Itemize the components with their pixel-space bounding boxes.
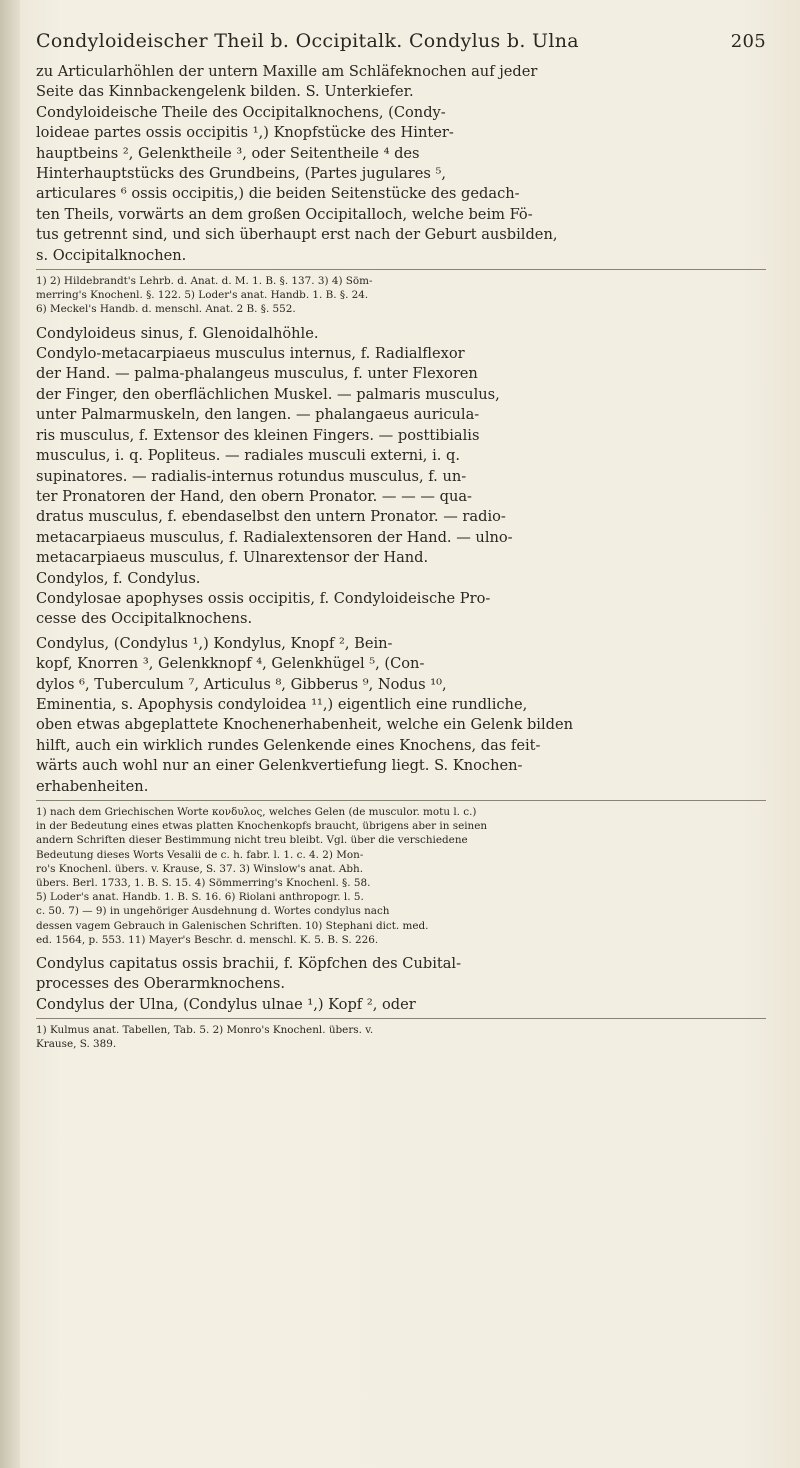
footnote-line: andern Schriften dieser Bestimmung nicht treu bleibt. Vgl. über die verschiedene — [36, 834, 468, 847]
text-line: zu Articularhöhlen der untern Maxille am Schläfeknochen auf jeder — [36, 63, 538, 80]
footnote-line: c. 50. 7) — 9) in ungehöriger Ausdehnung d. Wortes condylus nach — [36, 905, 390, 918]
running-title: Condyloideischer Theil b. Occipitalk. Condylus b. Ulna — [36, 30, 579, 52]
text-line: loideae partes ossis occipitis ¹,) Knopfstücke des Hinter- — [36, 124, 454, 142]
text-line: metacarpiaeus musculus, f. Radialextensoren der Hand. — ulno- — [36, 528, 513, 546]
entry-condylus — [36, 634, 766, 947]
footnote-line: in der Bedeutung eines etwas platten Knochenkopfs braucht, übrigens aber in seinen — [36, 820, 488, 833]
text-line: articulares ⁶ ossis occipitis,) die beiden Seitenstücke des gedach- — [36, 185, 520, 203]
footnote-line: 6) Meckel's Handb. d. menschl. Anat. 2 B. §. 552. — [36, 303, 296, 316]
text-line: der Finger, den oberflächlichen Muskel. — palmaris musculus, — [36, 385, 500, 403]
text-line: hilft, auch ein wirklich rundes Gelenkende eines Knochens, das feit- — [36, 736, 541, 754]
footnote-line: Krause, S. 389. — [36, 1038, 117, 1051]
text-line: metacarpiaeus musculus, f. Ulnarextensor der Hand. — [36, 549, 429, 567]
text-line: ten Theils, vorwärts an dem großen Occipitalloch, welche beim Fö- — [36, 205, 533, 223]
text-line: kopf, Knorren ³, Gelenkknopf ⁴, Gelenkhügel ⁵, (Con- — [36, 655, 425, 673]
footnote-line: übers. Berl. 1733, 1. B. S. 15. 4) Sömmerring's Knochenl. §. 58. — [36, 877, 371, 890]
text-line: processes des Oberarmknochens. — [36, 975, 285, 993]
text-line: musculus, i. q. Popliteus. — radiales musculi externi, i. q. — [36, 447, 460, 465]
footnote-line: 1) Kulmus anat. Tabellen, Tab. 5. 2) Monro's Knochenl. übers. v. — [36, 1024, 374, 1037]
text-line: Condylus, (Condylus ¹,) Kondylus, Knopf ², Bein- — [36, 634, 393, 652]
text-line: ter Pronatoren der Hand, den obern Pronator. — — — qua- — [36, 487, 472, 505]
text-line: unter Palmarmuskeln, den langen. — phalangaeus auricula- — [36, 406, 480, 424]
footnote-line: ed. 1564, p. 553. 11) Mayer's Beschr. d. menschl. K. 5. B. S. 226. — [36, 933, 379, 946]
footnote-line: dessen vagem Gebrauch in Galenischen Schriften. 10) Stephani dict. med. — [36, 919, 429, 932]
text-line: der Hand. — palma-phalangeus musculus, f. unter Flexoren — [36, 365, 478, 383]
book-gutter — [0, 0, 20, 1468]
running-header — [36, 30, 766, 52]
footnote-line: merring's Knochenl. §. 122. 5) Loder's anat. Handb. 1. B. §. 24. — [36, 289, 369, 302]
text-line: oben etwas abgeplattete Knochenerhabenheit, welche ein Gelenk bilden — [36, 716, 574, 734]
footnote-line: 1) nach dem Griechischen Worte κονδυλος, welches Gelen (de musculor. motu l. c.) — [36, 806, 477, 819]
text-line: Hinterhauptstücks des Grundbeins, (Partes jugulares ⁵, — [36, 165, 446, 183]
footnote-rule — [36, 269, 766, 270]
text-line: supinatores. — radialis-internus rotundus musculus, f. un- — [36, 467, 467, 485]
text-line: hauptbeins ², Gelenktheile ³, oder Seitentheile ⁴ des — [36, 144, 420, 162]
text-line: erhabenheiten. — [36, 777, 149, 795]
footnote-rule — [36, 1018, 766, 1019]
text-line: dratus musculus, f. ebendaselbst den untern Pronator. — radio- — [36, 508, 506, 526]
footnote-rule — [36, 800, 766, 801]
text-line: cesse des Occipitalknochens. — [36, 610, 253, 628]
footnote-line: 5) Loder's anat. Handb. 1. B. S. 16. 6) Riolani anthropogr. l. 5. — [36, 891, 364, 904]
text-line: Condyloideische Theile des Occipitalknochens, (Condy- — [36, 103, 446, 121]
footnote-line: 1) 2) Hildebrandt's Lehrb. d. Anat. d. M. 1. B. §. 137. 3) 4) Söm- — [36, 275, 373, 288]
text-line: wärts auch wohl nur an einer Gelenkvertiefung liegt. S. Knochen- — [36, 757, 523, 775]
entry-condyloideischer-theil — [36, 62, 766, 317]
text-line: Condylus der Ulna, (Condylus ulnae ¹,) Kopf ², oder — [36, 995, 416, 1013]
text-line: Condylosae apophyses ossis occipitis, f. Condyloideische Pro- — [36, 589, 491, 607]
text-line: Condyloideus sinus, f. Glenoidalhöhle. — [36, 324, 319, 342]
entry-condylus-capitatus — [36, 954, 766, 1052]
footnote-line: ro's Knochenl. übers. v. Krause, S. 37. 3) Winslow's anat. Abh. — [36, 862, 364, 875]
text-line: Seite das Kinnbackengelenk bilden. S. Unterkiefer. — [36, 83, 414, 101]
text-line: Condylus capitatus ossis brachii, f. Köpfchen des Cubital- — [36, 955, 462, 973]
text-line: Condylo-metacarpiaeus musculus internus, f. Radialflexor — [36, 345, 465, 363]
text-line: Eminentia, s. Apophysis condyloidea ¹¹,) eigentlich eine rundliche, — [36, 695, 528, 713]
footnote-line: Bedeutung dieses Worts Vesalii de c. h. fabr. l. 1. c. 4. 2) Mon- — [36, 848, 364, 861]
text-line: dylos ⁶, Tuberculum ⁷, Articulus ⁸, Gibberus ⁹, Nodus ¹⁰, — [36, 675, 447, 693]
text-line: Condylos, f. Condylus. — [36, 569, 201, 587]
page-number: 205 — [730, 31, 766, 52]
text-line: tus getrennt sind, und sich überhaupt erst nach der Geburt ausbilden, — [36, 226, 558, 244]
text-line: ris musculus, f. Extensor des kleinen Fingers. — posttibialis — [36, 426, 480, 444]
text-line: s. Occipitalknochen. — [36, 246, 187, 264]
entry-list — [36, 324, 766, 630]
